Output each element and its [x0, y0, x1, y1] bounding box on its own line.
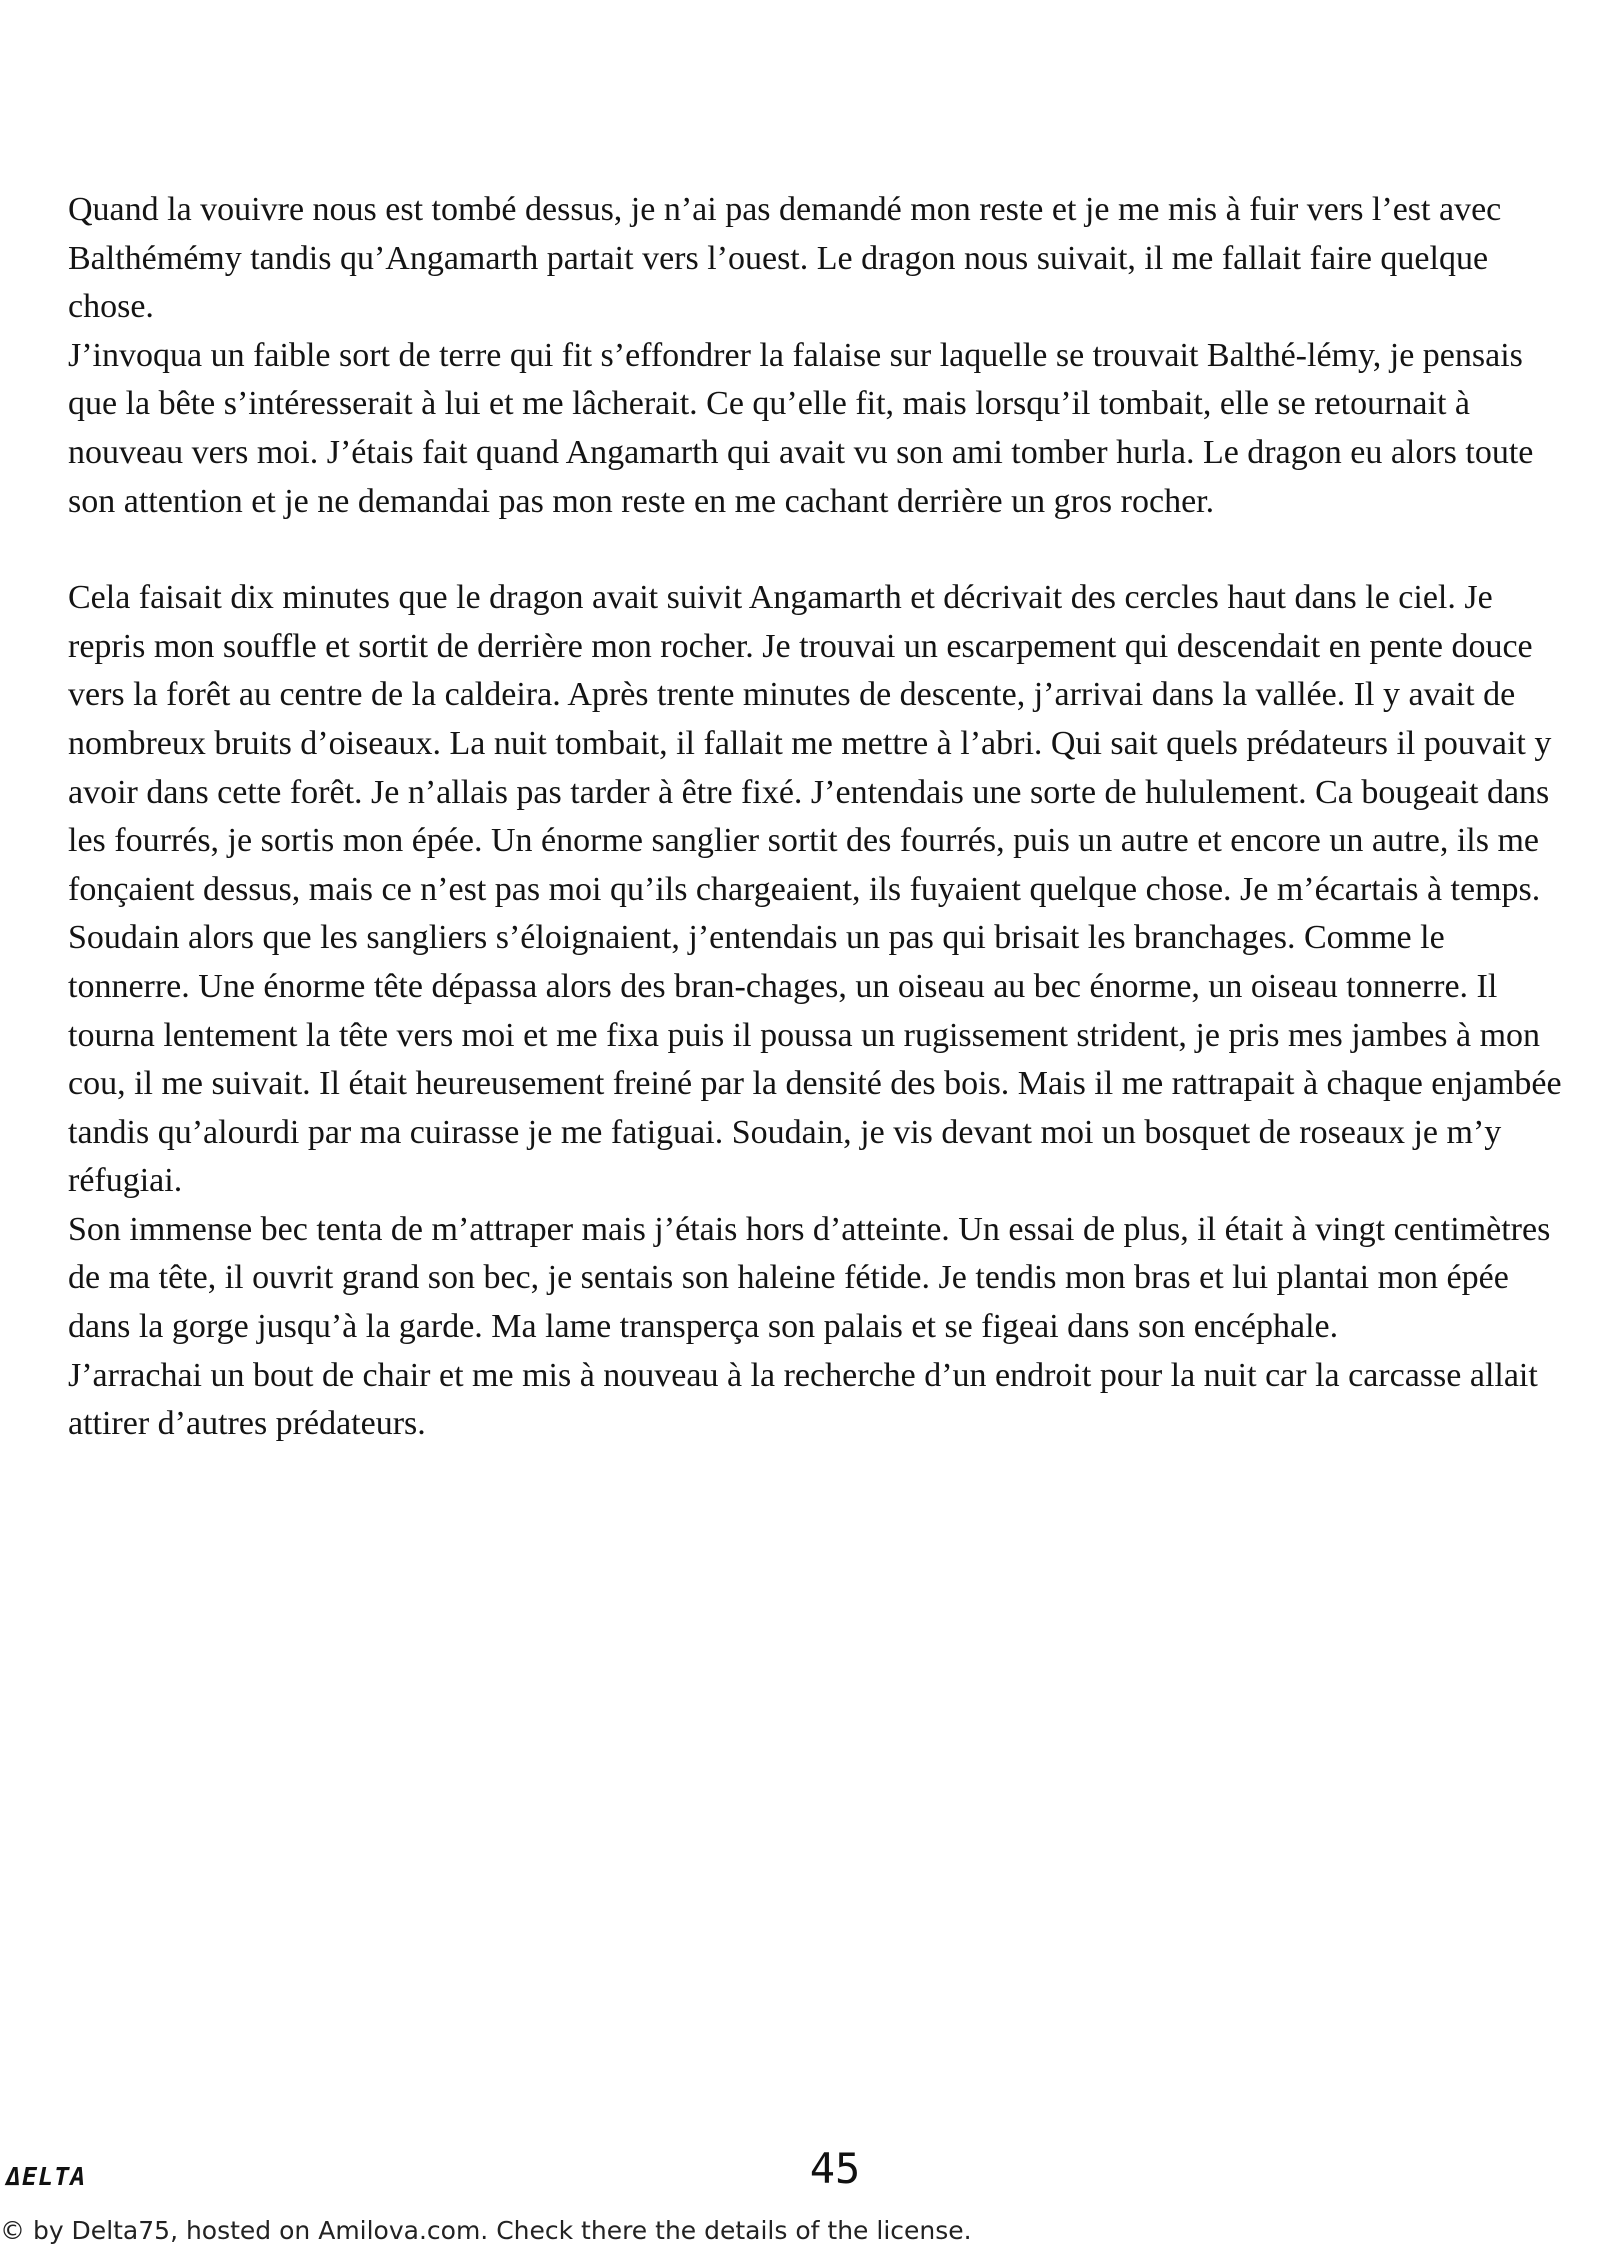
- page-number: 45: [809, 2144, 861, 2193]
- paragraph-5: J’arrachai un bout de chair et me mis à nouveau à la recherche d’un endroit pour la nuit car la carcasse allait attirer d’autres prédateurs.: [68, 1356, 1538, 1443]
- paragraph-gap: [68, 526, 1568, 574]
- paragraph-1: Quand la vouivre nous est tombé dessus, je n’ai pas demandé mon reste et je me mis à fuir vers l’est avec Balthémémy tandis qu’Angamarth partait vers l’ouest. Le dragon nous suivait, il me fallait faire quelque chose.: [68, 191, 1502, 326]
- paragraph-2: J’invoqua un faible sort de terre qui fit s’effondrer la falaise sur laquelle se trouvait Balthé-lémy, je pensais que la bête s’intéresserait à lui et me lâcherait. Ce qu’elle fit, mais lorsqu’il tombait, elle se retournait à nouveau vers moi. J’étais fait quand Angamarth qui avait vu son ami tomber hurla. Le dragon eu alors toute son attention et je ne demandai pas mon reste en me cachant derrière un gros rocher.: [68, 336, 1534, 520]
- delta-logo: ΔELTA: [6, 2162, 87, 2191]
- paragraph-3: Cela faisait dix minutes que le dragon avait suivit Angamarth et décrivait des cercles haut dans le ciel. Je repris mon souffle et sortit de derrière mon rocher. Je trouvai un escarpement qui descendait en pente douce vers la forêt au centre de la caldeira. Après trente minutes de descente, j’arrivai dans la vallée. Il y avait de nombreux bruits d’oiseaux. La nuit tombait, il fallait me mettre à l’abri. Qui sait quels prédateurs il pouvait y avoir dans cette forêt. Je n’allais pas tarder à être fixé. J’entendais une sorte de hululement. Ca bougeait dans les fourrés, je sortis mon épée. Un énorme sanglier sortit des fourrés, puis un autre et encore un autre, ils me fonçaient dessus, mais ce n’est pas moi qu’ils chargeaient, ils fuyaient quelque chose. Je m’écartais à temps. Soudain alors que les sangliers s’éloignaient, j’entendais un pas qui brisait les branchages. Comme le tonnerre. Une énorme tête dépassa alors des bran-chages, un oiseau au bec énorme, un oiseau tonnerre. Il tourna lentement la tête vers moi et me fixa puis il poussa un rugissement strident, je pris mes jambes à mon cou, il me suivait. Il était heureusement freiné par la densité des bois. Mais il me rattrapait à chaque enjambée tandis qu’alourdi par ma cuirasse je me fatiguai. Soudain, je vis devant moi un bosquet de roseaux je m’y réfugiai.: [68, 579, 1562, 1200]
- paragraph-4: Son immense bec tenta de m’attraper mais j’étais hors d’atteinte. Un essai de plus, il était à vingt centimètres de ma tête, il ouvrit grand son bec, je sentais son haleine fétide. Je tendis mon bras et lui plantai mon épée dans la gorge jusqu’à la garde. Ma lame transperça son palais et se figeai dans son encéphale.: [68, 1210, 1551, 1346]
- story-text: [68, 186, 1568, 1449]
- license-notice: © by Delta75, hosted on Amilova.com. Check there the details of the license.: [0, 2216, 972, 2245]
